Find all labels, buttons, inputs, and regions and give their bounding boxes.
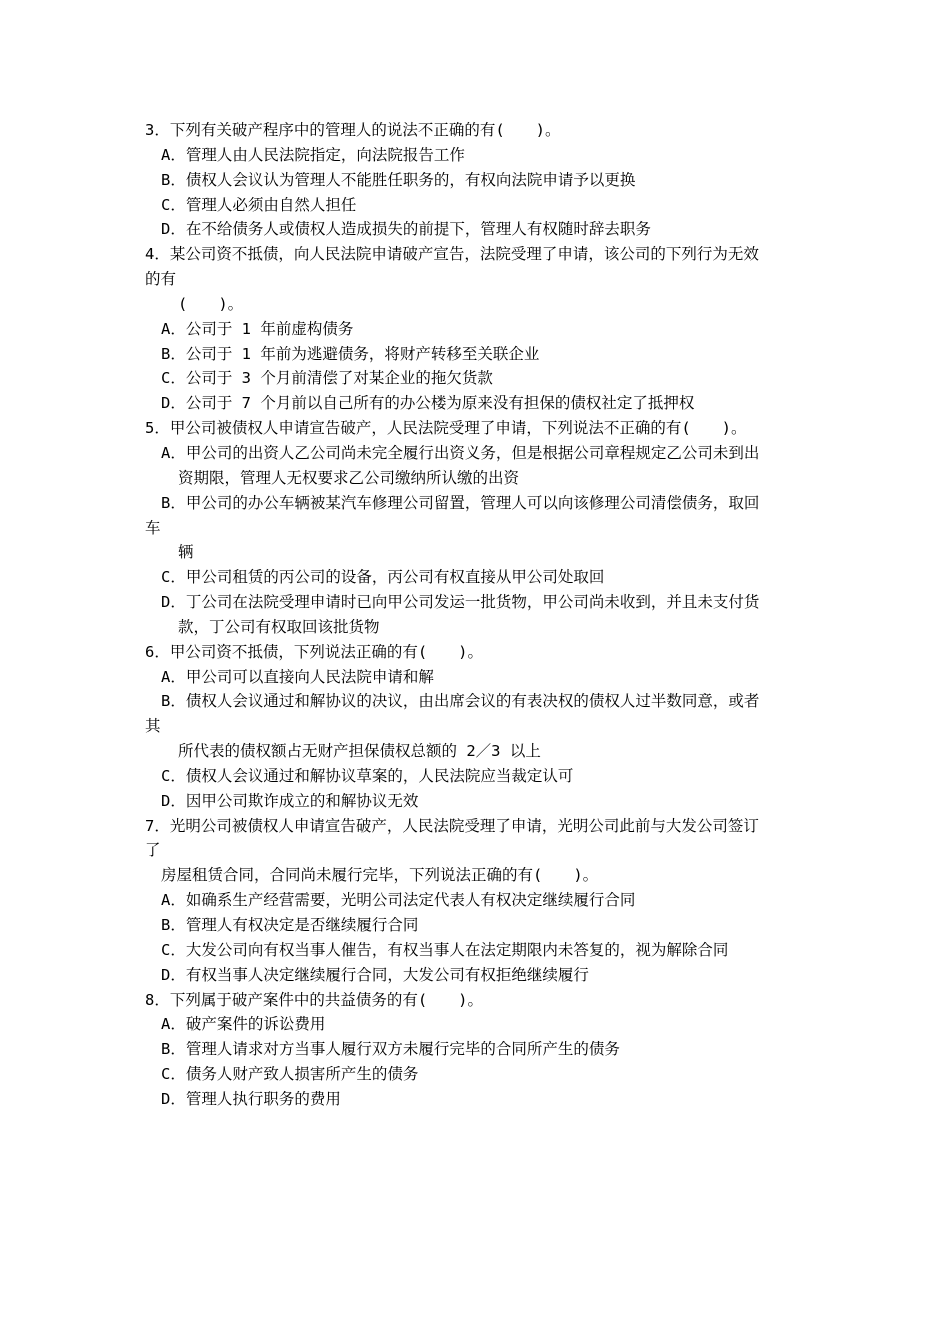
answer-option: C．债权人会议通过和解协议草案的，人民法院应当裁定认可 <box>161 766 574 785</box>
question-text: 8．下列属于破产案件中的共益债务的有( )。 <box>145 990 483 1009</box>
question-block <box>145 242 815 416</box>
answer-option: C．债务人财产致人损害所产生的债务 <box>161 1065 419 1084</box>
answer-option: A．破产案件的诉讼费用 <box>161 1015 326 1034</box>
question-text: 车 <box>145 518 161 537</box>
question-text: 的有 <box>145 270 177 289</box>
question-text: 了 <box>145 841 161 860</box>
question-block <box>145 118 815 242</box>
option-continuation: 辆 <box>178 543 194 562</box>
answer-option: D．公司于 7 个月前以自己所有的办公楼为原来没有担保的债权社定了抵押权 <box>161 394 695 413</box>
question-block <box>145 640 815 814</box>
answer-option: A．甲公司的出资人乙公司尚未完全履行出资义务，但是根据公司章程规定乙公司未到出 <box>161 443 760 462</box>
answer-option: D．在不给债务人或债权人造成损失的前提下，管理人有权随时辞去职务 <box>161 220 651 239</box>
answer-option: C．管理人必须由自然人担任 <box>161 195 357 214</box>
answer-option: D．管理人执行职务的费用 <box>161 1089 341 1108</box>
question-text: 5．甲公司被债权人申请宣告破产，人民法院受理了申请，下列说法不正确的有( )。 <box>145 419 747 438</box>
answer-option: D．因甲公司欺诈成立的和解协议无效 <box>161 791 419 810</box>
answer-option: D．有权当事人决定继续履行合同，大发公司有权拒绝继续履行 <box>161 965 589 984</box>
question-text: 6．甲公司资不抵债，下列说法正确的有( )。 <box>145 642 483 661</box>
question-block <box>145 988 815 1112</box>
question-text: 3．下列有关破产程序中的管理人的说法不正确的有( )。 <box>145 121 561 139</box>
question-block <box>145 814 815 988</box>
answer-option: A．甲公司可以直接向人民法院申请和解 <box>161 667 434 686</box>
answer-option: B．管理人有权决定是否继续履行合同 <box>161 916 419 934</box>
question-list <box>145 118 815 1112</box>
answer-option: B．管理人请求对方当事人履行双方未履行完毕的合同所产生的债务 <box>161 1040 620 1059</box>
question-text: 其 <box>145 717 161 736</box>
answer-option: C．公司于 3 个月前清偿了对某企业的拖欠货款 <box>161 369 493 388</box>
answer-option: A．公司于 1 年前虚构债务 <box>161 319 354 338</box>
question-continuation: 房屋租赁合同，合同尚未履行完毕，下列说法正确的有( )。 <box>161 866 599 885</box>
option-continuation: 资期限，管理人无权要求乙公司缴纳所认缴的出资 <box>178 468 520 487</box>
answer-option: B．债权人会议通过和解协议的决议，由出席会议的有表决权的债权人过半数同意，或者 <box>161 692 760 711</box>
option-continuation: 款，丁公司有权取回该批货物 <box>178 617 380 636</box>
answer-option: A．如确系生产经营需要，光明公司法定代表人有权决定继续履行合同 <box>161 891 636 910</box>
question-text: 7．光明公司被债权人申请宣告破产，人民法院受理了申请，光明公司此前与大发公司签订 <box>145 816 759 835</box>
option-continuation: 所代表的债权额占无财产担保债权总额的 2／3 以上 <box>178 742 541 761</box>
answer-option: C．大发公司向有权当事人催告，有权当事人在法定期限内未答复的，视为解除合同 <box>161 940 729 959</box>
answer-option: B．公司于 1 年前为逃避债务，将财产转移至关联企业 <box>161 344 540 363</box>
answer-option: B．甲公司的办公车辆被某汽车修理公司留置，管理人可以向该修理公司清偿债务，取回 <box>161 493 760 512</box>
question-block <box>145 416 815 640</box>
question-text: 4．某公司资不抵债，向人民法院申请破产宣告，法院受理了申请，该公司的下列行为无效 <box>145 245 759 264</box>
answer-option: B．债权人会议认为管理人不能胜任职务的，有权向法院申请予以更换 <box>161 170 636 189</box>
answer-option: C．甲公司租赁的丙公司的设备，丙公司有权直接从甲公司处取回 <box>161 568 605 587</box>
answer-option: D．丁公司在法院受理申请时已向甲公司发运一批货物，甲公司尚未收到，并且未支付货 <box>161 593 760 612</box>
answer-option: A．管理人由人民法院指定，向法院报告工作 <box>161 145 465 164</box>
answer-blank: ( )。 <box>178 294 244 313</box>
